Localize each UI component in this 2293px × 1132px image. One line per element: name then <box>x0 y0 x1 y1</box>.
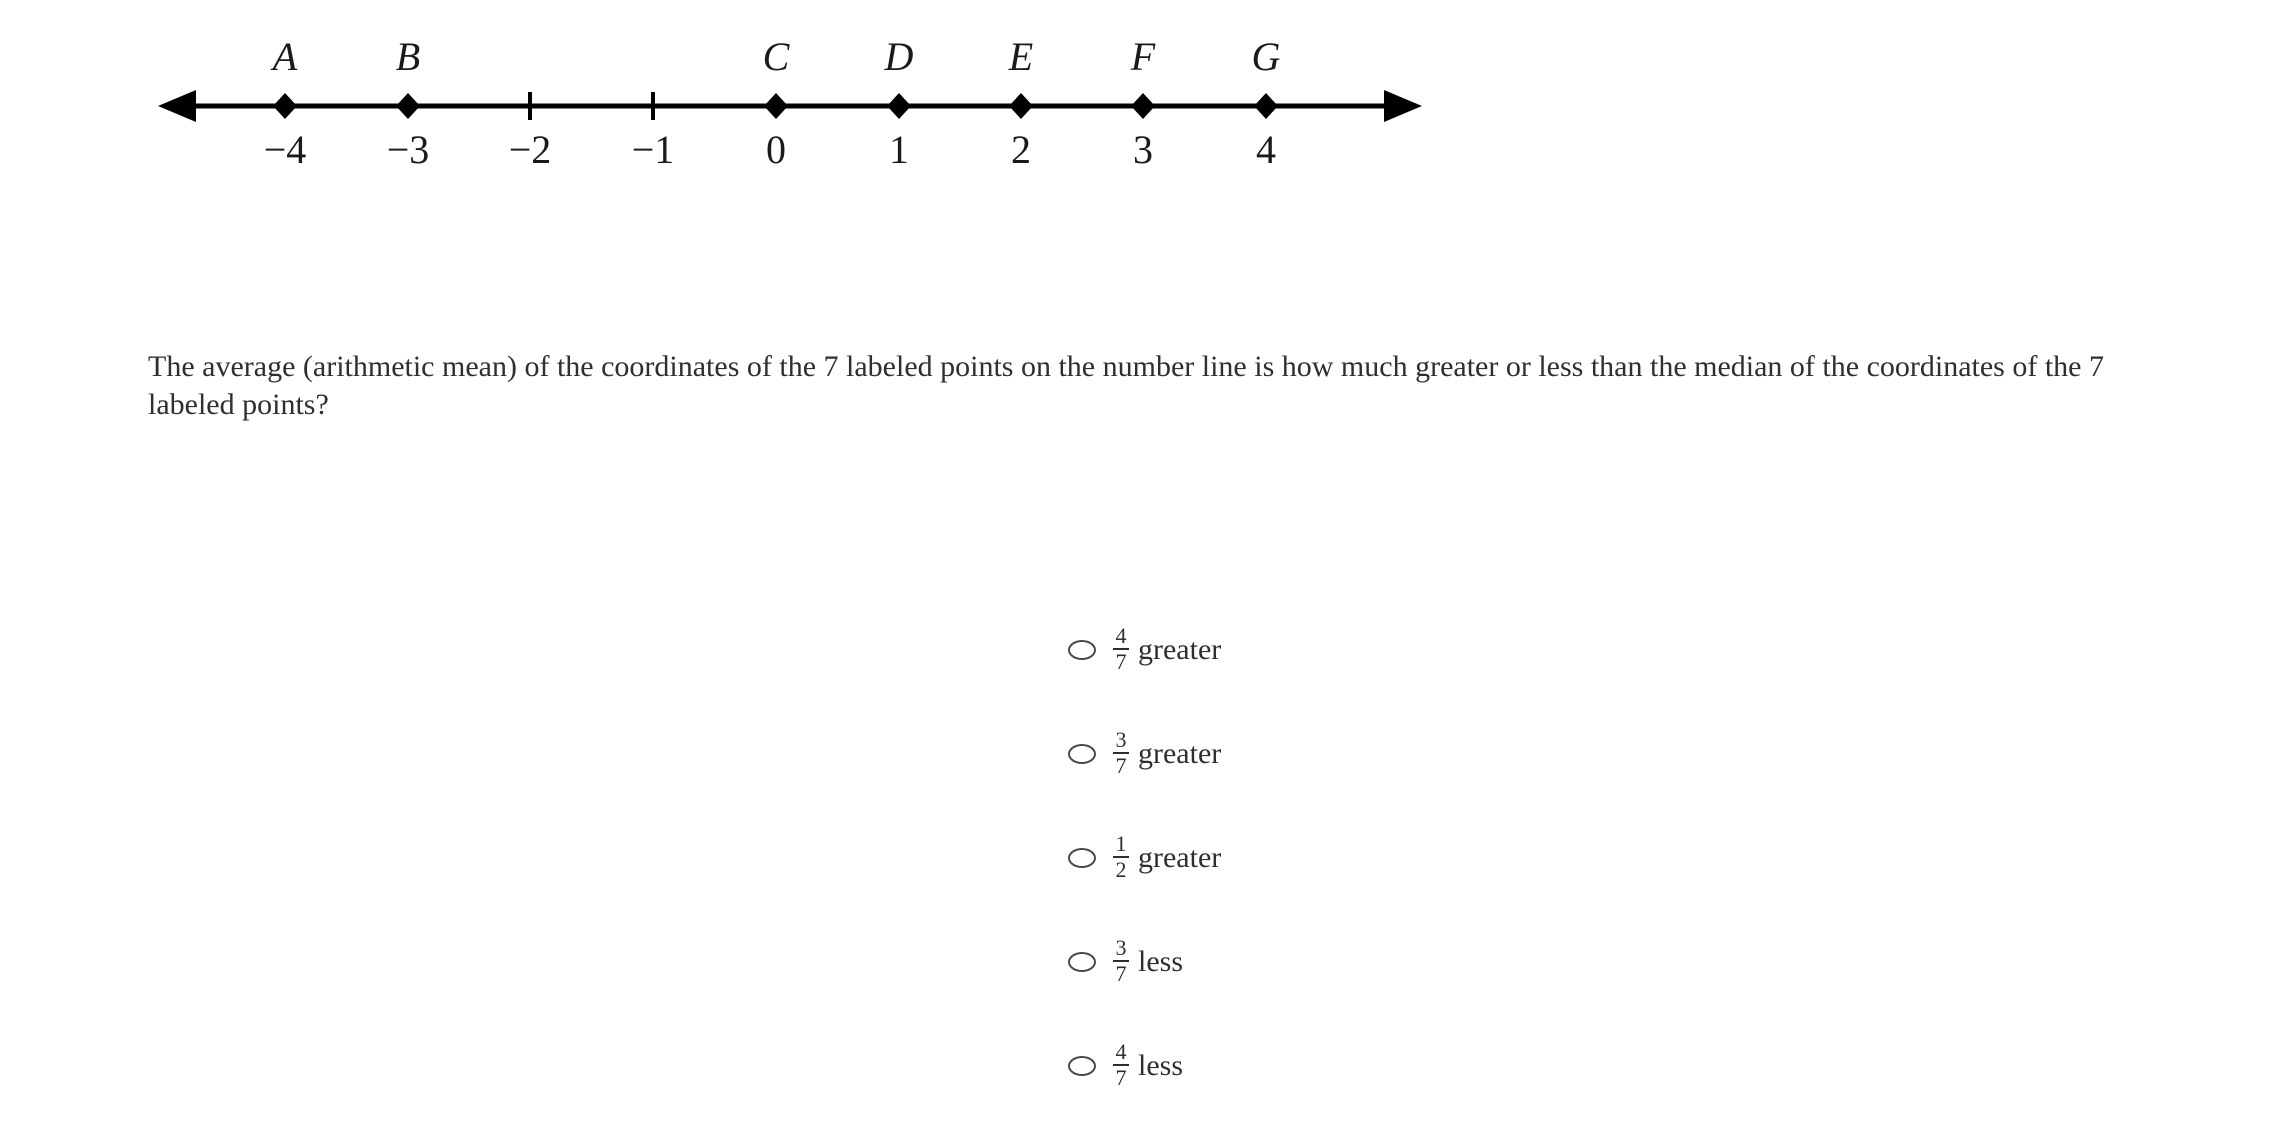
point-marker-D <box>887 93 911 119</box>
fraction-1-2 <box>1113 833 1129 881</box>
point-label-C: C <box>762 34 790 79</box>
point-marker-F <box>1131 93 1155 119</box>
tick-label-minus4: −4 <box>263 127 307 172</box>
answer-choice-word: greater <box>1138 841 1222 874</box>
fraction-numerator: 3 <box>1115 935 1127 960</box>
point-label-F: F <box>1130 34 1156 79</box>
radio-button-icon[interactable] <box>1068 952 1096 972</box>
point-marker-G <box>1254 93 1278 119</box>
fraction-numerator: 1 <box>1115 831 1127 856</box>
answer-choice-4[interactable] <box>1068 910 1768 1014</box>
right-arrowhead <box>1384 90 1422 122</box>
point-marker-E <box>1009 93 1033 119</box>
radio-button-icon[interactable] <box>1068 744 1096 764</box>
tick-label-minus2: −2 <box>508 127 552 172</box>
radio-button-icon[interactable] <box>1068 1056 1096 1076</box>
question-stem: The average (arithmetic mean) of the coordinates of the 7 labeled points on the number line is how much greater or less than the median of the coordinates of the 7 labeled points? <box>148 350 2104 422</box>
answer-choice-5[interactable] <box>1068 1014 1768 1118</box>
answer-choice-word: greater <box>1138 737 1222 770</box>
point-label-A: A <box>272 34 298 79</box>
answer-choice-3[interactable] <box>1068 806 1768 910</box>
fraction-denominator: 7 <box>1115 753 1127 778</box>
tick-label-2: 2 <box>1011 127 1031 172</box>
fraction-denominator: 7 <box>1115 1065 1127 1090</box>
tick-label-minus3: −3 <box>386 127 430 172</box>
answer-choice-list <box>1068 598 1768 1118</box>
point-label-D: D <box>884 34 914 79</box>
fraction-3-7 <box>1113 729 1129 777</box>
point-label-B: B <box>395 34 421 79</box>
radio-button-icon[interactable] <box>1068 640 1096 660</box>
tick-label-3: 3 <box>1133 127 1153 172</box>
answer-choice-word: greater <box>1138 633 1222 666</box>
fraction-4-7 <box>1113 625 1129 673</box>
fraction-numerator: 4 <box>1115 1039 1127 1064</box>
fraction-4-7 <box>1113 1041 1129 1089</box>
answer-choice-2[interactable] <box>1068 702 1768 806</box>
left-arrowhead <box>158 90 196 122</box>
fraction-denominator: 7 <box>1115 649 1127 674</box>
number-line-svg <box>150 20 1450 220</box>
radio-button-icon[interactable] <box>1068 848 1096 868</box>
answer-choice-1[interactable] <box>1068 598 1768 702</box>
point-label-E: E <box>1008 34 1034 79</box>
answer-choice-word: less <box>1138 1049 1183 1082</box>
point-label-G: G <box>1251 34 1281 79</box>
number-line-figure <box>150 20 1450 220</box>
point-marker-B <box>396 93 420 119</box>
fraction-denominator: 2 <box>1115 857 1127 882</box>
answer-choice-word: less <box>1138 945 1183 978</box>
point-marker-A <box>273 93 297 119</box>
tick-label-1: 1 <box>889 127 909 172</box>
fraction-numerator: 4 <box>1115 623 1127 648</box>
point-marker-C <box>764 93 788 119</box>
tick-label-4: 4 <box>1256 127 1276 172</box>
tick-label-0: 0 <box>766 127 786 172</box>
fraction-numerator: 3 <box>1115 727 1127 752</box>
fraction-3-7 <box>1113 937 1129 985</box>
fraction-denominator: 7 <box>1115 961 1127 986</box>
tick-label-minus1: −1 <box>631 127 675 172</box>
